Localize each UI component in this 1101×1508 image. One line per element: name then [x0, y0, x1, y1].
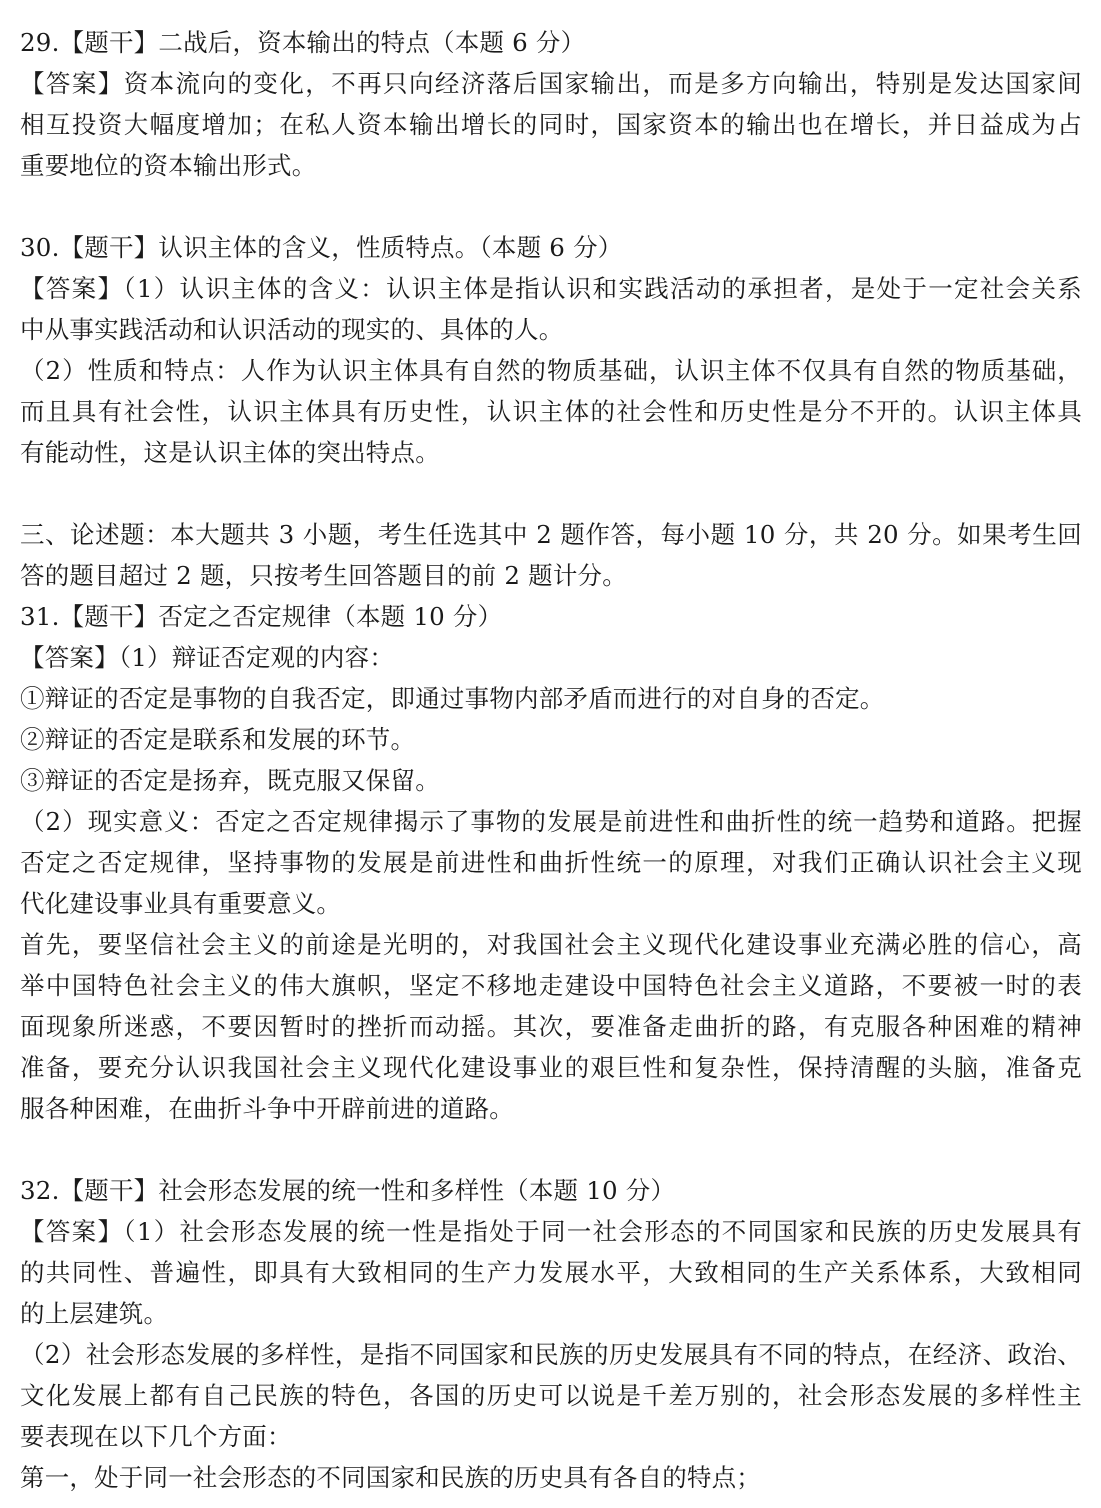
text-line: 【答案】（1）辩证否定观的内容：: [20, 643, 395, 672]
text-line: 32.【题干】社会形态发展的统一性和多样性（本题 10 分）: [20, 1176, 676, 1205]
text-line: 的共同性、普遍性，即具有大致相同的生产力发展水平，大致相同的生产关系体系，大致相同: [20, 1258, 1082, 1287]
text-line: 面现象所迷惑，不要因暂时的挫折而动摇。其次，要准备走曲折的路，有克服各种困难的精神: [20, 1012, 1082, 1041]
text-line: 相互投资大幅度增加；在私人资本输出增长的同时，国家资本的输出也在增长，并日益成为占: [20, 110, 1082, 139]
text-line: 【答案】（1）社会形态发展的统一性是指处于同一社会形态的不同国家和民族的历史发展具有: [20, 1217, 1082, 1246]
text-line: 代化建设事业具有重要意义。: [20, 889, 342, 918]
text-line: ③辩证的否定是扬弃，既克服又保留。: [20, 766, 440, 795]
text-line: 的上层建筑。: [20, 1299, 169, 1328]
text-line: 【答案】（1）认识主体的含义：认识主体是指认识和实践活动的承担者，是处于一定社会关系: [20, 274, 1082, 303]
paragraph-gap: [20, 1129, 1082, 1170]
document-page: [20, 22, 1082, 1498]
text-line: 30.【题干】认识主体的含义，性质特点。（本题 6 分）: [20, 233, 623, 262]
text-line: （2）现实意义：否定之否定规律揭示了事物的发展是前进性和曲折性的统一趋势和道路。把握: [20, 807, 1082, 836]
text-line: 有能动性，这是认识主体的突出特点。: [20, 438, 440, 467]
text-line: （2）性质和特点：人作为认识主体具有自然的物质基础，认识主体不仅具有自然的物质基础，: [20, 356, 1082, 385]
text-line: 31.【题干】否定之否定规律（本题 10 分）: [20, 602, 503, 631]
paragraph-gap: [20, 186, 1082, 227]
text-line: （2）社会形态发展的多样性，是指不同国家和民族的历史发展具有不同的特点，在经济、政治、: [20, 1340, 1082, 1369]
text-line: 答的题目超过 2 题，只按考生回答题目的前 2 题计分。: [20, 561, 627, 590]
text-line: 第一，处于同一社会形态的不同国家和民族的历史具有各自的特点；: [20, 1463, 761, 1492]
text-line: 要表现在以下几个方面：: [20, 1422, 292, 1451]
text-line: 【答案】资本流向的变化，不再只向经济落后国家输出，而是多方向输出，特别是发达国家间: [20, 69, 1082, 98]
text-line: 中从事实践活动和认识活动的现实的、具体的人。: [20, 315, 564, 344]
text-line: 重要地位的资本输出形式。: [20, 151, 317, 180]
text-line: 文化发展上都有自己民族的特色，各国的历史可以说是千差万别的，社会形态发展的多样性主: [20, 1381, 1082, 1410]
text-line: 举中国特色社会主义的伟大旗帜，坚定不移地走建设中国特色社会主义道路，不要被一时的表: [20, 971, 1082, 1000]
text-line: 而且具有社会性，认识主体具有历史性，认识主体的社会性和历史性是分不开的。认识主体具: [20, 397, 1082, 426]
text-line: 29.【题干】二战后，资本输出的特点（本题 6 分）: [20, 28, 586, 57]
text-line: 否定之否定规律，坚持事物的发展是前进性和曲折性统一的原理，对我们正确认识社会主义现: [20, 848, 1082, 877]
text-line: 首先，要坚信社会主义的前途是光明的，对我国社会主义现代化建设事业充满必胜的信心，高: [20, 930, 1082, 959]
paragraph-gap: [20, 473, 1082, 514]
text-line: ②辩证的否定是联系和发展的环节。: [20, 725, 416, 754]
text-line: ①辩证的否定是事物的自我否定，即通过事物内部矛盾而进行的对自身的否定。: [20, 684, 885, 713]
text-line: 准备，要充分认识我国社会主义现代化建设事业的艰巨性和复杂性，保持清醒的头脑，准备克: [20, 1053, 1082, 1082]
text-line: 服各种困难，在曲折斗争中开辟前进的道路。: [20, 1094, 514, 1123]
text-line: 三、论述题：本大题共 3 小题，考生任选其中 2 题作答，每小题 10 分，共 20 分。如果考生回: [20, 520, 1082, 549]
